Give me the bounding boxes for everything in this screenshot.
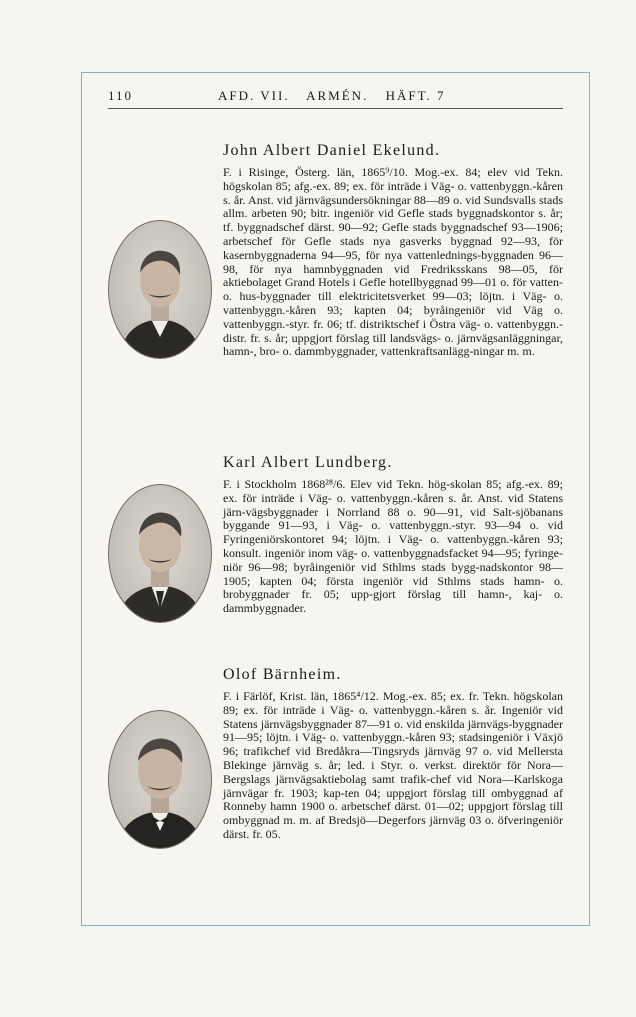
biography-entry [108,666,573,896]
section-issue: HÄFT. 7 [385,88,446,103]
section-title [218,88,458,104]
portrait-figure [109,485,211,622]
biography-entry [108,142,573,442]
portrait-figure [109,221,211,358]
entry-text: F. i Risinge, Österg. län, 1865⁹/10. Mog.-ex. 84; elev vid Tekn. högskolan 85; afg.-ex. 89; ex. för inträde i Väg- o. vattenbyggn.-kåren s. år. Anst. vid järnvägsundersökningar 88—89 o. vid Sundsvalls stads allm. arbeten 90; bitr. ingeniör vid Gefle stads byggnadskontor s. år; tf. byggnadschef därst. 90—92; Gefle stads byggnadschef 93—1906; arbetschef för Gefle stads nya gasverks byggnad 92—93, för kasernbyggnaderna 94—95, för nya vattenlednings-byggnaden 96—98, för nya hamnbyggnaden vid Fredriksskans 98—05, för aktiebolaget Grand Hotels i Gefle hotellbyggnad 99—01 o. för vatten- o. hus-byggnader till elektricitetsverket 99—03; löjtn. i Väg- o. vattenbyggn.-kåren 93; kapten 04; byråingeniör vid Väg o. vattenbyggn.-styr. fr. 06; tf. distriktschef i Östra väg- o. vattenbyggn.-distr. fr. s. år; uppgjort förslag till landsvägs- o. järnvägsanläggningar, hamn-, bro- o. dammbyggnader, vattenkraftsanlägg-ningar m. m. [223,165,563,359]
entry-name: Olof Bärnheim. [223,666,342,683]
portrait-photo [108,484,212,623]
portrait-figure [109,711,211,848]
portrait-photo [108,710,212,849]
portrait-photo [108,220,212,359]
entry-name: Karl Albert Lundberg. [223,454,393,471]
page-number: 110 [108,88,134,103]
section-part: AFD. VII. [218,88,290,103]
entry-text: F. i Färlöf, Krist. län, 1865⁴/12. Mog.-ex. 85; ex. fr. Tekn. högskolan 89; ex. för inträde i Väg- o. vattenbyggn.-kåren s. år. Ingeniör vid Statens järnvägsbyggnader 87—91 o. vid enskilda järnvägs-byggnader 91—95; löjtn. i Väg- o. vattenbyggn.-kåren 93; stadsingeniör i Växjö 96; trafikchef vid Bredåkra—Tingsryds järnväg 97 o. vid Mellersta Blekinge järnväg s. år; led. i Styr. o. verkst. direktör för Nora—Bergslags järnvägsaktiebolag samt trafik-chef vid Nora—Karlskoga järnvägar fr. 1903; kap-ten 04; uppgjort förslag till ombyggnad af Ronneby hamn 1900 o. arbetschef därst. 01—02; uppgjort förslag till ombyggnad m. m. af Bredsjö—Degerfors järnväg 03 o. öfveringeniör därst. fr. 05. [223,689,563,841]
section-name: ARMÉN. [306,88,369,103]
entry-text: F. i Stockholm 1868²⁸/6. Elev vid Tekn. hög-skolan 85; afg.-ex. 89; ex. för inträde i Väg- o. vattenbyggn.-kåren s. år. Anst. vid Statens järn-vägsbyggnader i Norrland 88 o. 90—91, vid Salt-sjöbanans byggande 91—93, i Väg- o. vattenbyggn.-styr. 93—94 o. vid Fyringeniörskontoret 94; löjtn. i Väg- o. vattenbyggn.-kåren 93; konsult. ingeniör inom väg- o. vattenbyggnadsfacket 94—95; fyringe-niör 96—98; byråingeniör vid Sthlms stads bygg-nadskontor 98—1905; kapten 04; första ingeniör vid Sthlms stads hamn- o. brobyggnader fr. 05; upp-gjort förslag till hamn-, kaj- o. dammbyggnader. [223,477,563,616]
running-head [108,88,563,109]
biography-entry [108,454,573,654]
entry-name: John Albert Daniel Ekelund. [223,142,441,159]
